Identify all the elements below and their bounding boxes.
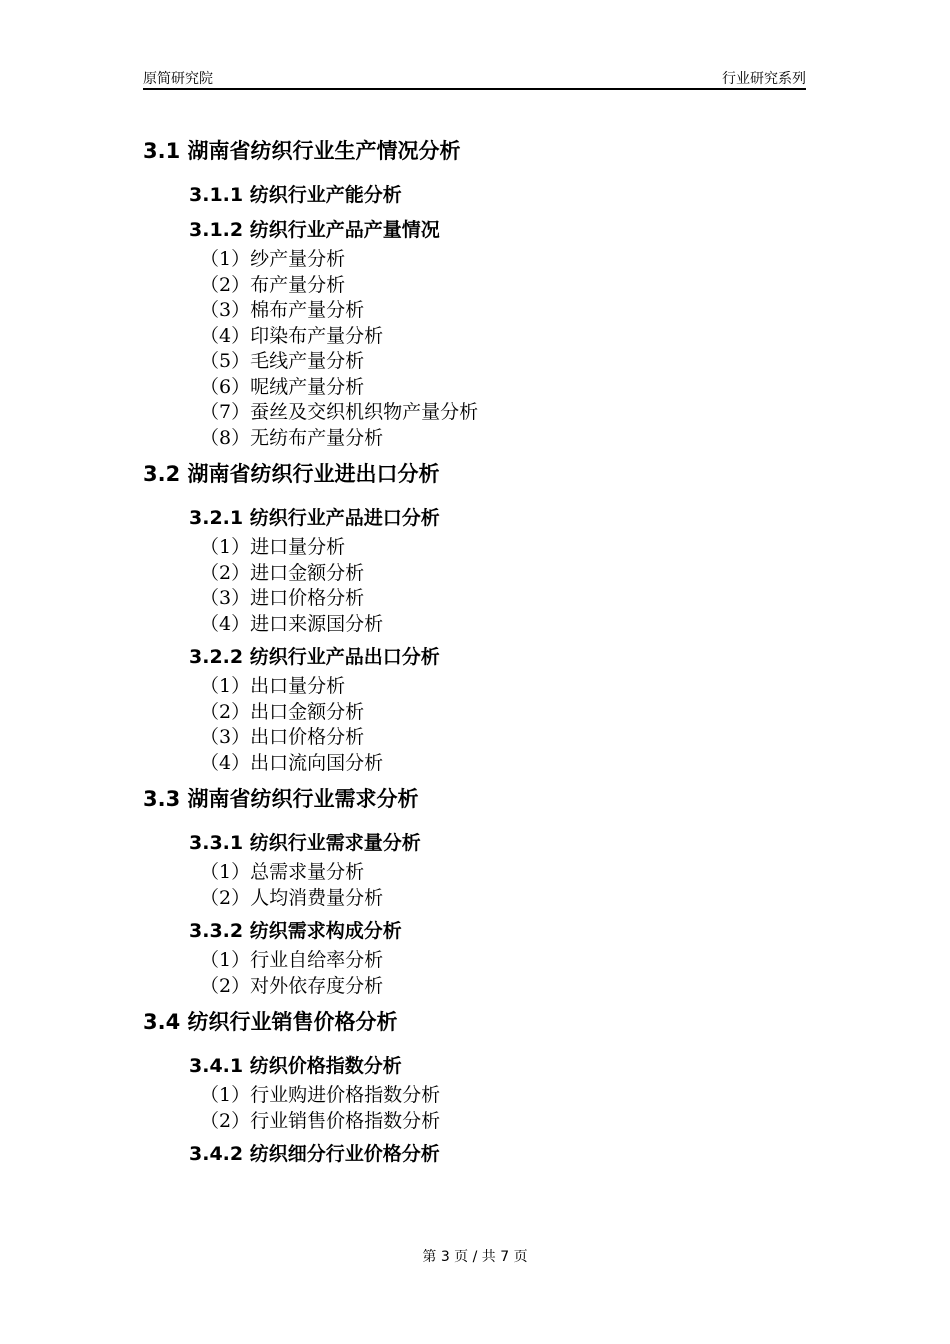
list-item: （2）行业销售价格指数分析	[200, 1109, 441, 1132]
page-number: 第 3 页 / 共 7 页	[422, 1249, 528, 1265]
list-item: （3）进口价格分析	[200, 587, 365, 609]
list-item: （1）行业购进价格指数分析	[200, 1084, 441, 1106]
list-item: （4）出口流向国分析	[200, 751, 384, 774]
list-item: （1）纱产量分析	[200, 248, 346, 270]
section-heading: 3.4 纺织行业销售价格分析	[143, 1010, 398, 1034]
list-item: （2）进口金额分析	[200, 561, 365, 584]
list-item: （1）总需求量分析	[200, 861, 365, 883]
subsection-heading: 3.3.1 纺织行业需求量分析	[189, 832, 421, 854]
list-item: （2）对外依存度分析	[200, 974, 384, 997]
subsection-heading: 3.1.1 纺织行业产能分析	[189, 184, 402, 206]
subsection-heading: 3.4.2 纺织细分行业价格分析	[189, 1143, 440, 1165]
list-item: （2）出口金额分析	[200, 700, 365, 723]
section-heading: 3.1 湖南省纺织行业生产情况分析	[143, 139, 461, 163]
header-series-name: 行业研究系列	[722, 71, 806, 87]
list-item: （7）蚕丝及交织机织物产量分析	[200, 401, 479, 423]
subsection-heading: 3.4.1 纺织价格指数分析	[189, 1055, 402, 1077]
header-org-name: 原简研究院	[143, 71, 213, 87]
list-item: （1）进口量分析	[200, 536, 346, 558]
section-heading: 3.3 湖南省纺织行业需求分析	[143, 787, 419, 811]
section-heading: 3.2 湖南省纺织行业进出口分析	[143, 462, 440, 486]
subsection-heading: 3.2.1 纺织行业产品进口分析	[189, 507, 440, 529]
page-header	[143, 66, 806, 90]
list-item: （2）人均消费量分析	[200, 886, 384, 909]
table-of-contents	[143, 136, 806, 1169]
list-item: （3）出口价格分析	[200, 726, 365, 748]
subsection-heading: 3.2.2 纺织行业产品出口分析	[189, 646, 440, 668]
list-item: （1）行业自给率分析	[200, 949, 384, 971]
subsection-heading: 3.3.2 纺织需求构成分析	[189, 920, 402, 942]
list-item: （4）印染布产量分析	[200, 324, 384, 347]
list-item: （6）呢绒产量分析	[200, 375, 365, 398]
list-item: （2）布产量分析	[200, 273, 346, 296]
subsection-heading: 3.1.2 纺织行业产品产量情况	[189, 219, 440, 241]
list-item: （1）出口量分析	[200, 675, 346, 697]
list-item: （5）毛线产量分析	[200, 350, 365, 372]
list-item: （3）棉布产量分析	[200, 299, 365, 321]
list-item: （8）无纺布产量分析	[200, 426, 384, 449]
list-item: （4）进口来源国分析	[200, 612, 384, 635]
